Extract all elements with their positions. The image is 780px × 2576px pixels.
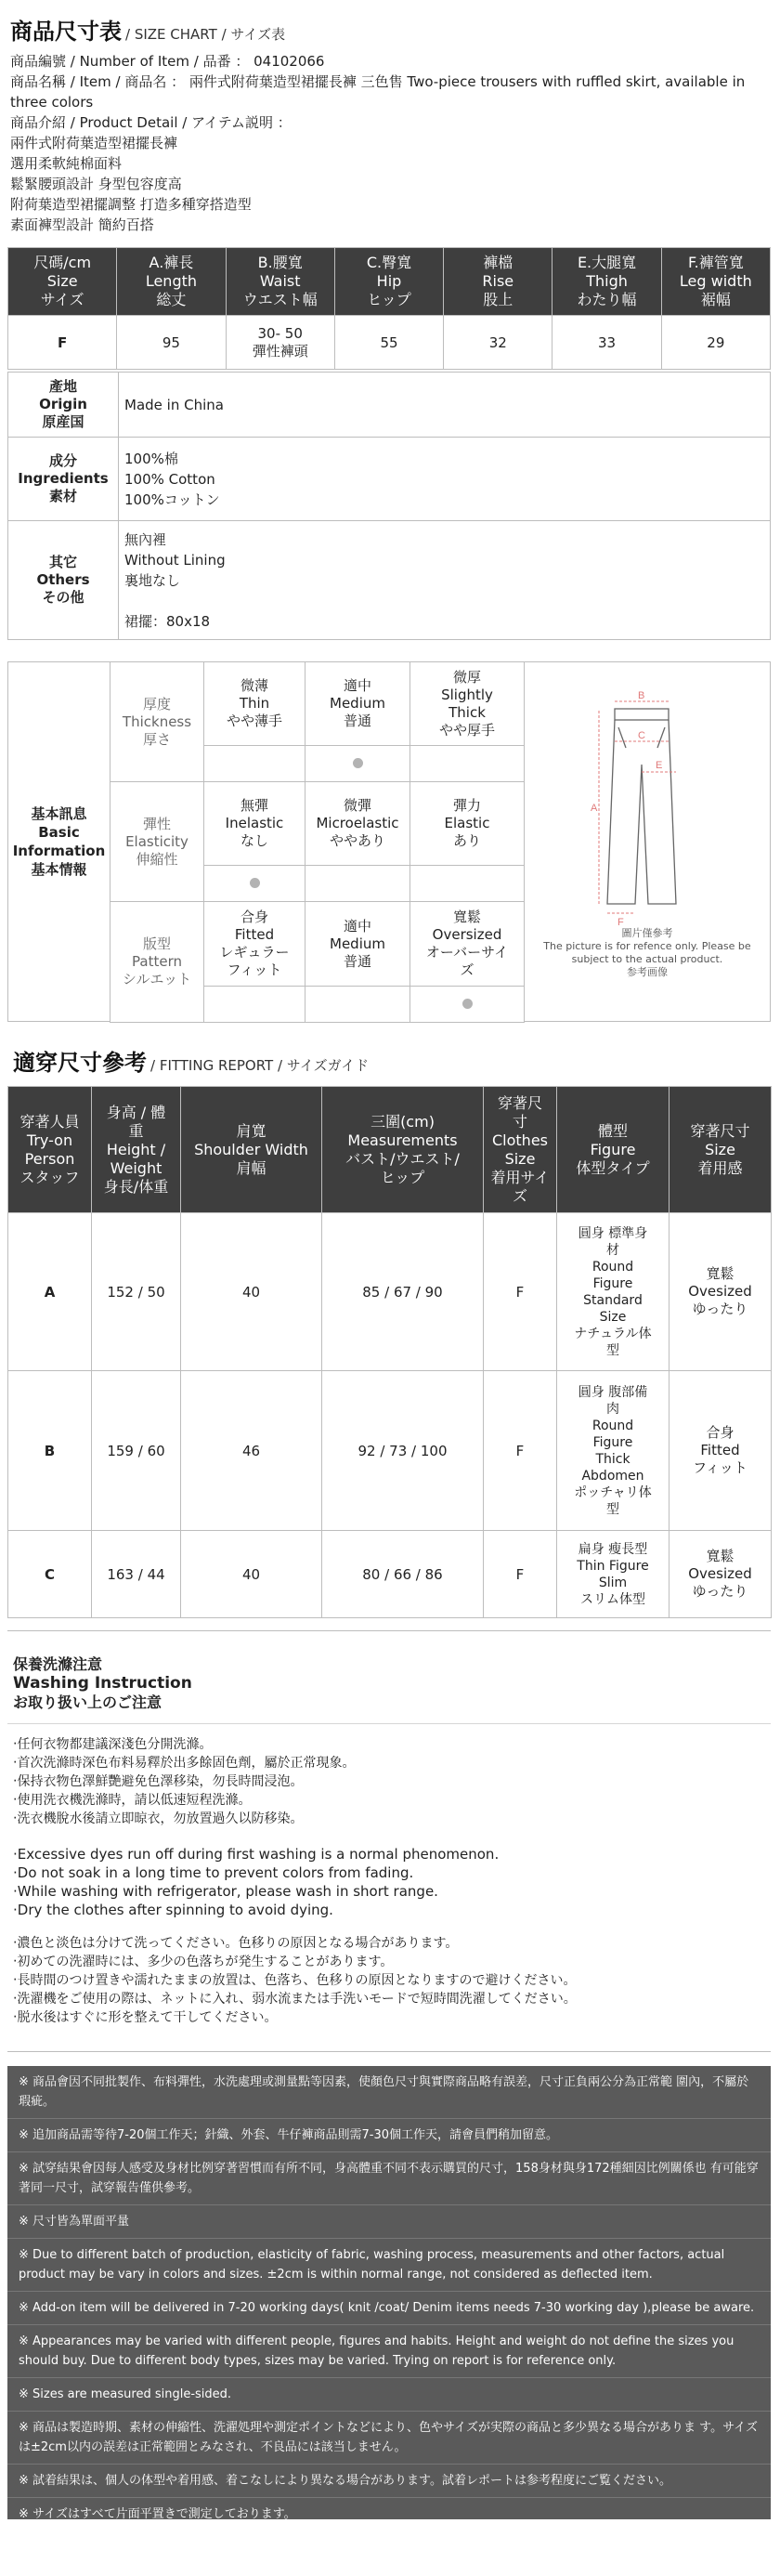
size-cell: F	[8, 316, 117, 370]
pattern-label: 版型 Pattern シルエット	[110, 902, 204, 1023]
trousers-diagram-panel	[524, 661, 771, 1022]
origin-value: Made in China	[119, 373, 771, 438]
info-table	[7, 372, 771, 640]
fitting-cell: 163 / 44	[92, 1531, 181, 1618]
fitting-header: 穿著人員 Try-on Person スタッフ	[8, 1087, 92, 1213]
fitting-header: 三圍(cm) Measurements バスト/ウエスト/ ヒップ	[322, 1087, 484, 1213]
diagram-letter-c: C	[638, 730, 645, 741]
notice-item: ※ Add-on item will be delivered in 7-20 working days( knit /coat/ Denim items needs 7-30 working day ),please be aware.	[7, 2292, 771, 2325]
selection-cell	[204, 987, 306, 1023]
fitting-cell: 扁身 瘦長型 Thin Figure Slim スリム体型	[557, 1531, 670, 1618]
product-detail-label: 商品介紹 / Product Detail / アイテム説明 ：	[10, 114, 292, 131]
table-row	[8, 1213, 772, 1371]
fitting-cell: 寬鬆 Ovesized ゆったり	[670, 1213, 772, 1371]
fitting-cell: F	[484, 1371, 557, 1531]
size-chart-header	[10, 13, 772, 235]
washing-title-ja: お取り扱い上のご注意	[13, 1693, 162, 1711]
others-value: 無內裡 Without Lining 裏地なし 裙擺：80x18	[119, 521, 771, 640]
diagram-letter-e: E	[656, 760, 663, 771]
fitting-cell: 圓身 標準身 材 Round Figure Standard Size ナチュラル体 型	[557, 1213, 670, 1371]
option-inelastic: 無彈 Inelastic なし	[204, 782, 306, 866]
size-table-header: E.大腿寬 Thigh わたり幅	[552, 248, 661, 316]
selection-cell	[204, 746, 306, 782]
option-elastic: 彈力 Elastic あり	[410, 782, 525, 866]
fitting-cell: 寬鬆 Ovesized ゆったり	[670, 1531, 772, 1618]
size-table-header: A.褲長 Length 総丈	[117, 248, 226, 316]
size-table	[7, 247, 771, 370]
washing-note-zh: ‧保持衣物色澤鮮艷避免色澤移染，勿長時間浸泡。	[13, 1774, 304, 1789]
diagram-letter-b: B	[638, 690, 645, 701]
size-table-header: 尺碼/cm Size サイズ	[8, 248, 117, 316]
washing-note-ja: ‧長時間のつけ置きや濡れたままの放置は、色落ち、色移りの原因となりますので避けください。	[13, 1973, 577, 1988]
elasticity-row	[110, 782, 525, 866]
fitting-cell: 46	[181, 1371, 322, 1531]
fitting-title-main: 適穿尺寸參考	[13, 1050, 147, 1076]
item-number: 商品編號 / Number of Item / 品番 ： 04102066	[10, 53, 325, 70]
diagram-letter-a: A	[591, 803, 598, 814]
notice-item: ※ Appearances may be varied with different people, figures and habits. Height and weight do not define the sizes you should buy. Due to different body types, sizes may be varied. Trying on report is for reference only.	[7, 2325, 771, 2378]
size-table-header: F.褲管寬 Leg width 裾幅	[661, 248, 770, 316]
washing-instruction	[7, 1630, 771, 2052]
product-detail-item: 兩件式附荷葉造型裙擺長褲	[10, 135, 178, 151]
washing-title-en: Washing Instruction	[13, 1674, 192, 1693]
table-row	[8, 1371, 772, 1531]
others-label: 其它 Others その他	[8, 521, 119, 640]
notices-box	[7, 2066, 771, 2519]
selection-cell	[410, 866, 525, 902]
selection-cell	[306, 987, 410, 1023]
selected-dot-icon	[250, 878, 260, 888]
selection-cell	[410, 987, 525, 1023]
size-cell: 32	[444, 316, 552, 370]
elasticity-label: 彈性 Elasticity 伸縮性	[110, 782, 204, 902]
basic-info-label: 基本訊息 Basic Information 基本情報	[12, 805, 106, 878]
ingredients-value: 100%棉 100% Cotton 100%コットン	[119, 438, 771, 521]
selection-cell	[204, 866, 306, 902]
washing-note-en: ‧While washing with refrigerator, please wash in short range.	[13, 1883, 438, 1900]
fitting-cell: 40	[181, 1213, 322, 1371]
fitting-header: 肩寬 Shoulder Width 肩幅	[181, 1087, 322, 1213]
option-medium-fit: 適中 Medium 普通	[306, 902, 410, 987]
notice-item: ※ 試着結果は、個人の体型や着用感、着こなしにより異なる場合があります。試着レポートは参考程度にご覧ください。	[7, 2465, 771, 2498]
product-detail-item: 鬆緊腰頭設計 身型包容度高	[10, 176, 182, 192]
fitting-cell: A	[8, 1213, 92, 1371]
table-row	[8, 316, 771, 370]
fitting-cell: 圓身 腹部備 肉 Round Figure Thick Abdomen ポッチャリ体 型	[557, 1371, 670, 1531]
washing-note-zh: ‧任何衣物都建議深淺色分開洗滌。	[13, 1737, 213, 1752]
option-oversized: 寬鬆 Oversized オーバーサイ ズ	[410, 902, 525, 987]
fitting-cell: 159 / 60	[92, 1371, 181, 1531]
option-microelastic: 微彈 Microelastic ややあり	[306, 782, 410, 866]
fitting-header: 身高 / 體 重 Height / Weight 身長/体重	[92, 1087, 181, 1213]
size-cell: 30- 50 彈性褲頭	[226, 316, 334, 370]
size-cell: 95	[117, 316, 226, 370]
fitting-header: 穿著尺 寸 Clothes Size 着用サイズ	[484, 1087, 557, 1213]
size-chart-title-main: 商品尺寸表	[10, 19, 122, 45]
notice-item: ※ サイズはすべて片面平置きで測定しております。	[19, 2507, 296, 2521]
notice-item: ※ 尺寸皆為單面平量	[7, 2205, 771, 2239]
washing-note-en: ‧Excessive dyes run off during first washing is a normal phenomenon.	[13, 1846, 500, 1863]
washing-note-zh: ‧洗衣機脫水後請立即晾衣，勿放置過久以防移染。	[13, 1811, 304, 1826]
fitting-title-sub: / FITTING REPORT / サイズガイド	[150, 1057, 370, 1074]
notice-item: ※ 商品會因不同批製作、布料彈性，水洗處理或測量點等因素，使顏色尺寸與實際商品略有誤差，尺寸正負兩公分為正常範 圍內，不屬於瑕疵。	[7, 2066, 771, 2119]
thickness-row	[110, 662, 525, 746]
fitting-cell: 80 / 66 / 86	[322, 1531, 484, 1618]
fitting-header: 體型 Figure 体型タイプ	[557, 1087, 670, 1213]
washing-note-zh: ‧首次洗滌時深色布料易釋於出多餘固色劑，屬於正常現象。	[13, 1756, 356, 1771]
product-detail-item: 附荷葉造型裙擺調整 打造多種穿搭造型	[10, 196, 252, 213]
option-thin: 微薄 Thin やや薄手	[204, 662, 306, 746]
pattern-row	[110, 902, 525, 987]
size-table-header: B.腰寬 Waist ウエスト幅	[226, 248, 334, 316]
size-table-header: C.臀寬 Hip ヒップ	[334, 248, 443, 316]
size-cell: 29	[661, 316, 770, 370]
washing-note-en: ‧Do not soak in a long time to prevent colors from fading.	[13, 1864, 414, 1881]
origin-label: 產地 Origin 原産国	[8, 373, 119, 438]
option-slightly-thick: 微厚 Slightly Thick やや厚手	[410, 662, 525, 746]
washing-note-en: ‧Dry the clothes after spinning to avoid dying.	[13, 1902, 333, 1918]
fitting-cell: 40	[181, 1531, 322, 1618]
notice-item: ※ 追加商品需等待7-20個工作天；針織、外套、牛仔褲商品則需7-30個工作天，請會員們稍加留意。	[7, 2119, 771, 2152]
product-detail-item: 選用柔軟純棉面料	[10, 155, 123, 172]
diagram-letter-f: F	[618, 917, 624, 928]
size-cell: 55	[334, 316, 443, 370]
washing-note-ja: ‧洗濯機をご使用の際は、ネットに入れ、弱水流または手洗いモードで短時間洗濯してください。	[13, 1992, 577, 2007]
image-caption: 圖片僅參考 The picture is for refence only. Please be subject to the actual product. 参考画像	[543, 927, 751, 978]
notice-item: ※ 試穿結果會因每人感受及身材比例穿著習慣而有所不同，身高體重不同不表示購買的尺寸，158身材與身172種細因比例關係也 有可能穿著同一尺寸，試穿報告僅供參考。	[7, 2152, 771, 2205]
washing-note-ja: ‧濃色と淡色は分けて洗ってください。色移りの原因となる場合があります。	[13, 1936, 459, 1951]
notice-item: ※ Sizes are measured single-sided.	[7, 2378, 771, 2412]
size-cell: 33	[552, 316, 661, 370]
fitting-cell: 85 / 67 / 90	[322, 1213, 484, 1371]
fitting-cell: C	[8, 1531, 92, 1618]
size-table-header: 褲檔 Rise 股上	[444, 248, 552, 316]
notice-item: ※ Due to different batch of production, elasticity of fabric, washing process, measurements and other factors, actual product may be vary in colors and sizes. ±2cm is within normal range, not considered as deflected item.	[7, 2239, 771, 2292]
product-detail-item: 素面褲型設計 簡約百搭	[10, 216, 154, 233]
fitting-cell: 合身 Fitted フィット	[670, 1371, 772, 1531]
thickness-label: 厚度 Thickness 厚さ	[110, 662, 204, 782]
fitting-cell: 152 / 50	[92, 1213, 181, 1371]
fitting-cell: F	[484, 1531, 557, 1618]
option-fitted: 合身 Fitted レギュラー フィット	[204, 902, 306, 987]
table-row	[8, 1531, 772, 1618]
size-chart-title-sub: / SIZE CHART / サイズ表	[125, 26, 286, 43]
washing-note-ja: ‧初めての洗濯時には、多少の色落ちが発生することがあります。	[13, 1955, 394, 1969]
table-row	[8, 373, 771, 438]
washing-note-ja: ‧脱水後はすぐに形を整えて干してください。	[13, 2010, 278, 2025]
notice-item: ※ 商品は製造時期、素材の伸縮性、洗濯処理や測定ポイントなどにより、色やサイズが実際の商品と多少異なる場合がありま す。サイズは±2cm以内の誤差は正常範囲とみなされ、不良品には該当しません。	[7, 2412, 771, 2465]
fitting-cell: B	[8, 1371, 92, 1531]
item-name-line-2: three colors	[10, 94, 94, 111]
fitting-cell: 92 / 73 / 100	[322, 1371, 484, 1531]
selection-cell	[306, 746, 410, 782]
selected-dot-icon	[353, 758, 363, 768]
option-medium: 適中 Medium 普通	[306, 662, 410, 746]
fitting-title	[13, 1044, 771, 1077]
size-chart-title	[10, 13, 772, 46]
fitting-report	[7, 1044, 771, 1618]
item-name-line-1: 商品名稱 / Item / 商品名 ： 兩件式附荷葉造型裙擺長褲 三色售 Two-piece trousers with ruffled skirt, available in	[10, 73, 746, 90]
table-row	[8, 438, 771, 521]
table-row	[8, 521, 771, 640]
washing-note-zh: ‧使用洗衣機洗滌時，請以低速短程洗滌。	[13, 1793, 252, 1808]
basic-info	[7, 661, 771, 1022]
selection-cell	[410, 746, 525, 782]
washing-title-zh: 保養洗滌注意	[13, 1655, 103, 1673]
fitting-header: 穿著尺寸 Size 着用感	[670, 1087, 772, 1213]
selected-dot-icon	[462, 999, 473, 1009]
selection-cell	[306, 866, 410, 902]
ingredients-label: 成分 Ingredients 素材	[8, 438, 119, 521]
fitting-cell: F	[484, 1213, 557, 1371]
